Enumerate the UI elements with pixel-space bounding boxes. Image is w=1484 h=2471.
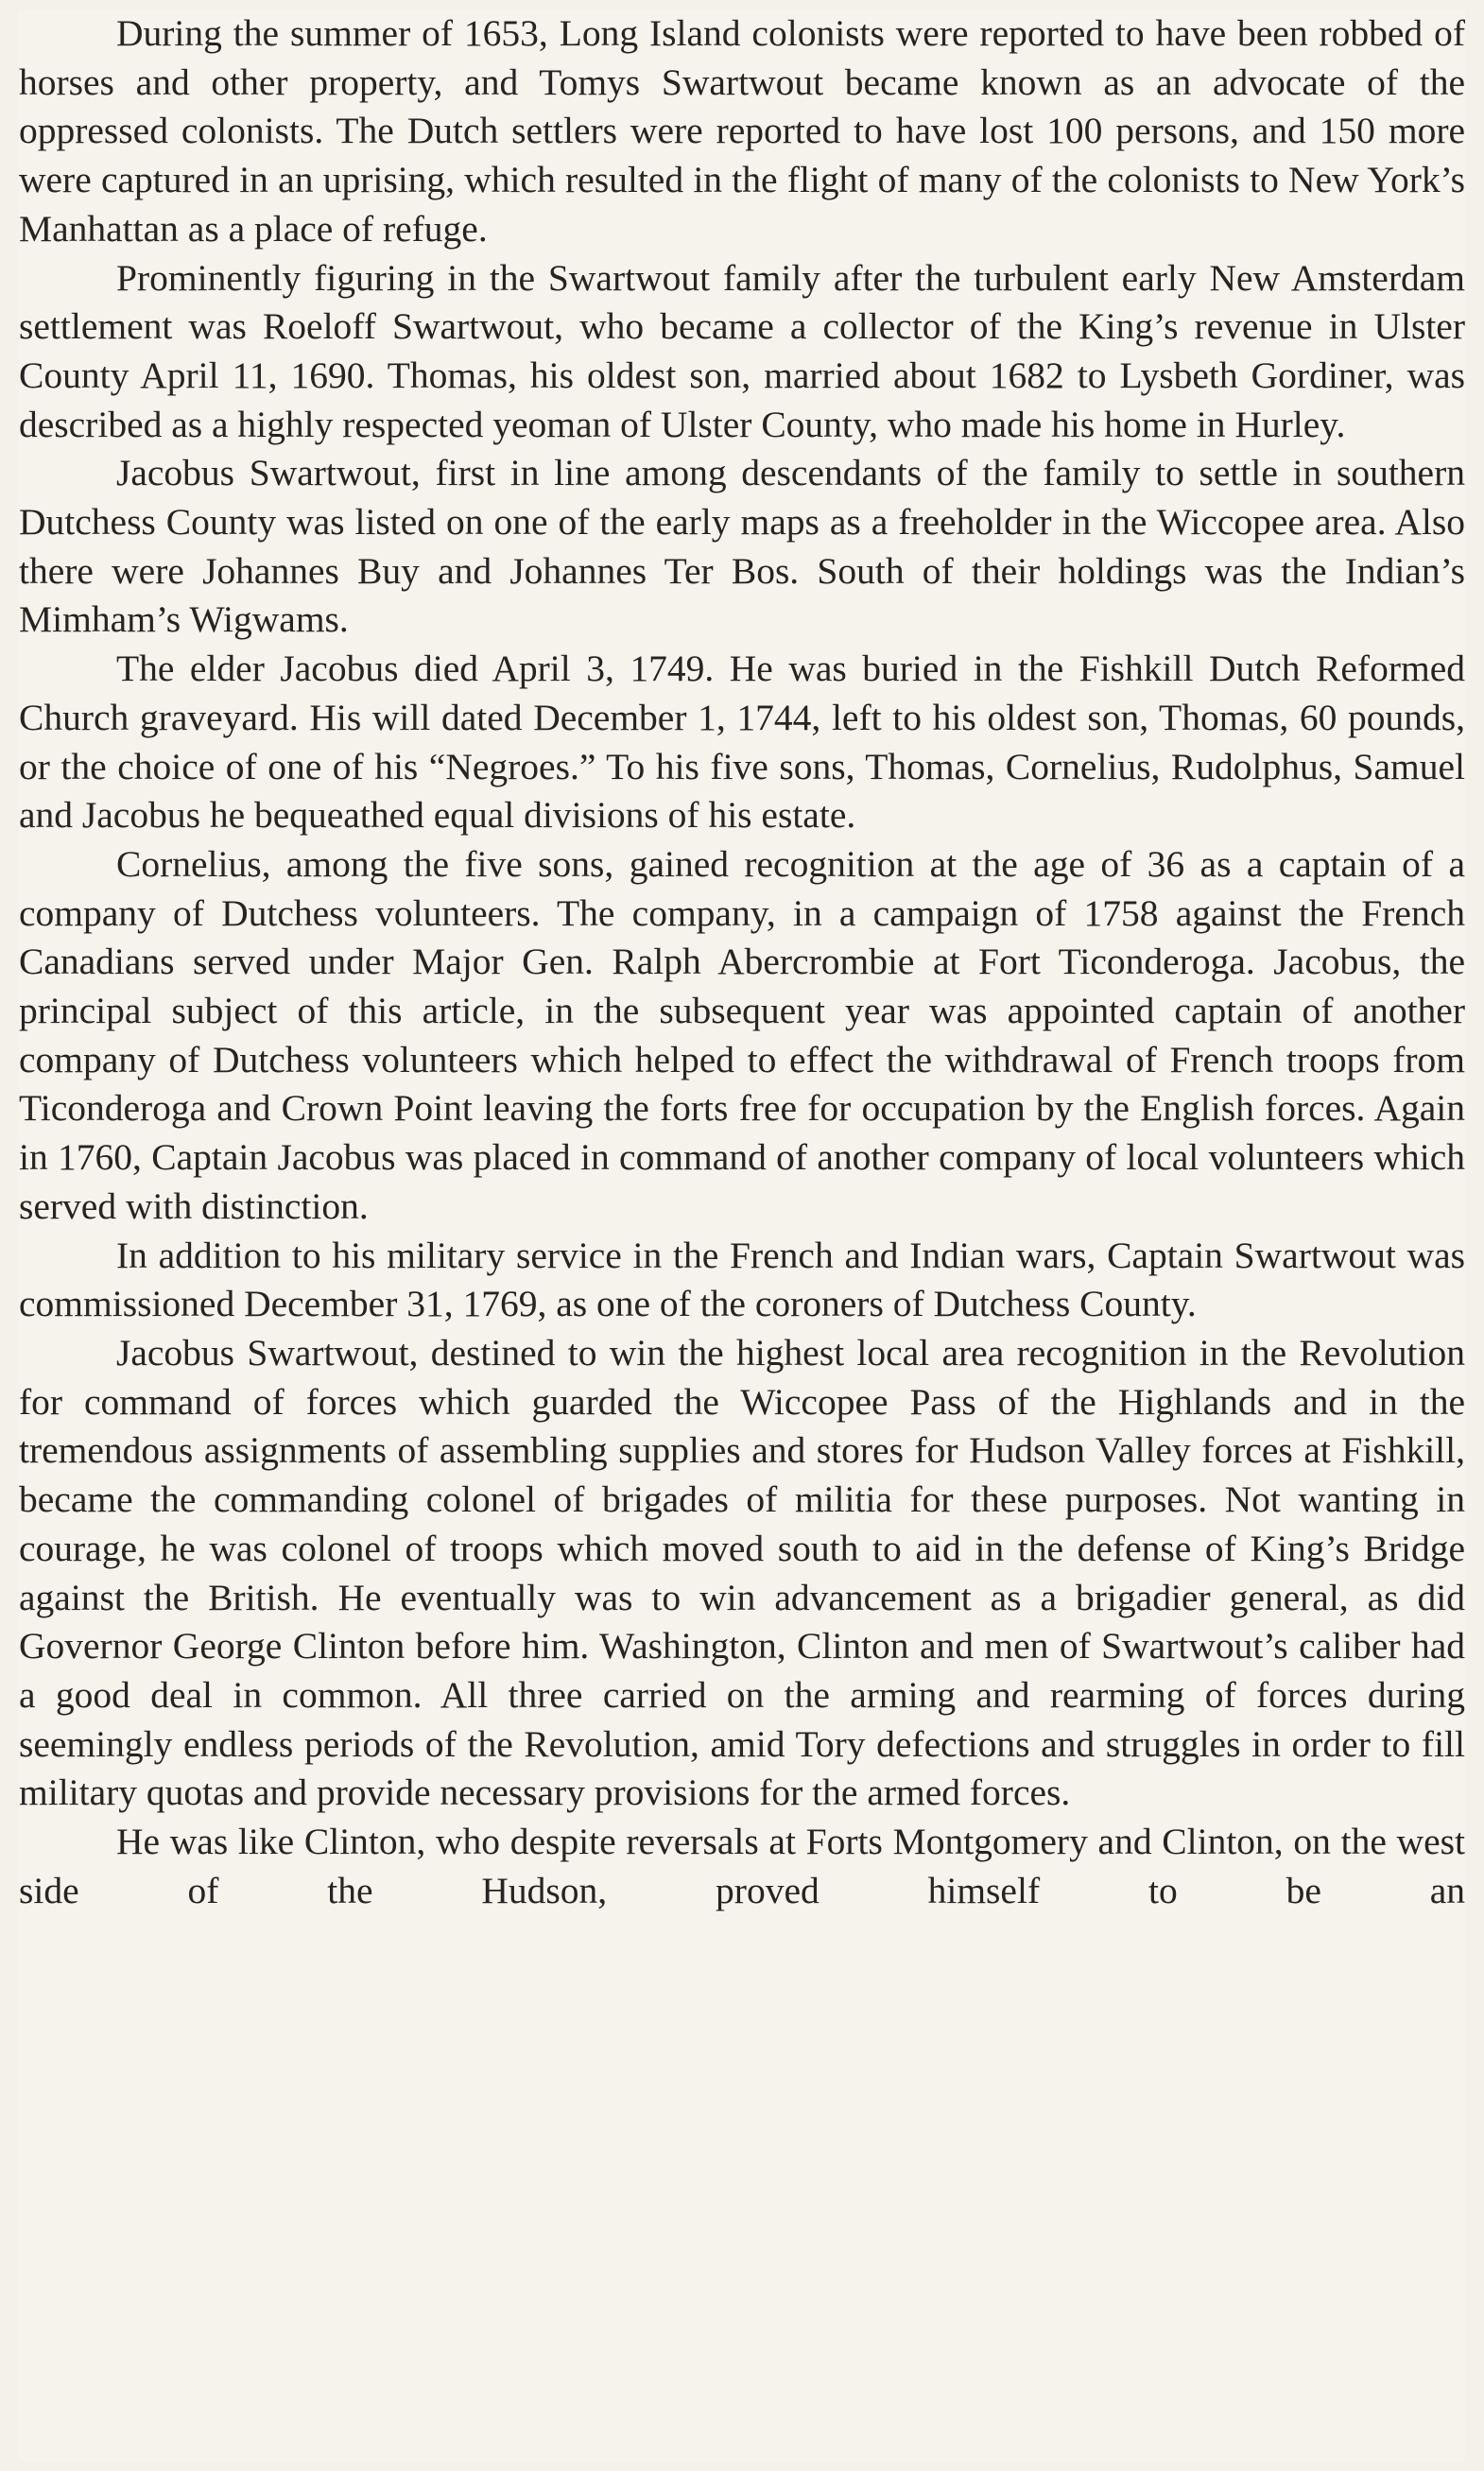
paragraph-5: Cornelius, among the five sons, gained recognition at the age of 36 as a captain of a company of Dutchess volunteers. The company, in a campaign of 1758 against the French Canadians served under Major Gen. Ralph Abercrombie at Fort Ticonderoga. Jacobus, the principal subject of this article, in the subsequent year was appointed captain of another company of Dutchess volunteers which helped to effect the withdrawal of French troops from Ticonderoga and Crown Point leaving the forts free for occupation by the English forces. Again in 1760, Captain Jacobus was placed in command of another company of local volunteers which served with distinction. xyxy=(19,842,1465,1227)
paragraph-1: During the summer of 1653, Long Island colonists were reported to have been robbed of horses and other property, and Tomys Swartwout became known as an advocate of the oppressed colonists. The Dutch settlers were reported to have lost 100 persons, and 150 more were captured in an uprising, which resulted in the flight of many of the colonists to New York’s Manhattan as a place of refuge. xyxy=(19,12,1465,250)
paragraph-2: Prominently figuring in the Swartwout family after the turbulent early New Amsterdam settlement was Roeloff Swartwout, who became a collector of the King’s revenue in Ulster County April 11, 1690. Thomas, his oldest son, married about 1682 to Lysbeth Gordiner, was described as a highly respected yeoman of Ulster County, who made his home in Hurley. xyxy=(19,256,1465,445)
paragraph-8: He was like Clinton, who despite reversals at Forts Montgomery and Clinton, on the west side of the Hudson, proved himself to be an xyxy=(19,1821,1465,1911)
paragraph-4: The elder Jacobus died April 3, 1749. He was buried in the Fishkill Dutch Reformed Church graveyard. His will dated December 1, 1744, left to his oldest son, Thomas, 60 pounds, or the choice of one of his “Negroes.” To his five sons, Thomas, Cornelius, Rudolphus, Samuel and Jacobus he bequeathed equal divisions of his estate. xyxy=(19,648,1465,837)
paragraph-3: Jacobus Swartwout, first in line among descendants of the family to settle in southern Dutchess County was listed on one of the early maps as a freeholder in the Wiccopee area. Also there were Johannes Buy and Johannes Ter Bos. South of their holdings was the Indian’s Mimham’s Wigwams. xyxy=(19,452,1465,641)
scanned-page xyxy=(19,9,1465,2462)
paragraph-6: In addition to his military service in the French and Indian wars, Captain Swartwout was commissioned December 31, 1769, as one of the coroners of Dutchess County. xyxy=(19,1234,1465,1325)
article-body xyxy=(19,9,1465,1915)
paragraph-7: Jacobus Swartwout, destined to win the highest local area recognition in the Revolution for command of forces which guarded the Wiccopee Pass of the Highlands and in the tremendous assignments of assembling supplies and stores for Hudson Valley forces at Fishkill, became the commanding colonel of brigades of militia for these purposes. Not wanting in courage, he was colonel of troops which moved south to aid in the defense of King’s Bridge against the British. He eventually was to win advancement as a brigadier general, as did Governor George Clinton before him. Washington, Clinton and men of Swartwout’s caliber had a good deal in common. All three carried on the arming and rearming of forces during seemingly endless periods of the Revolution, amid Tory defections and struggles in order to fill military quotas and provide necessary provisions for the armed forces. xyxy=(19,1331,1465,1814)
